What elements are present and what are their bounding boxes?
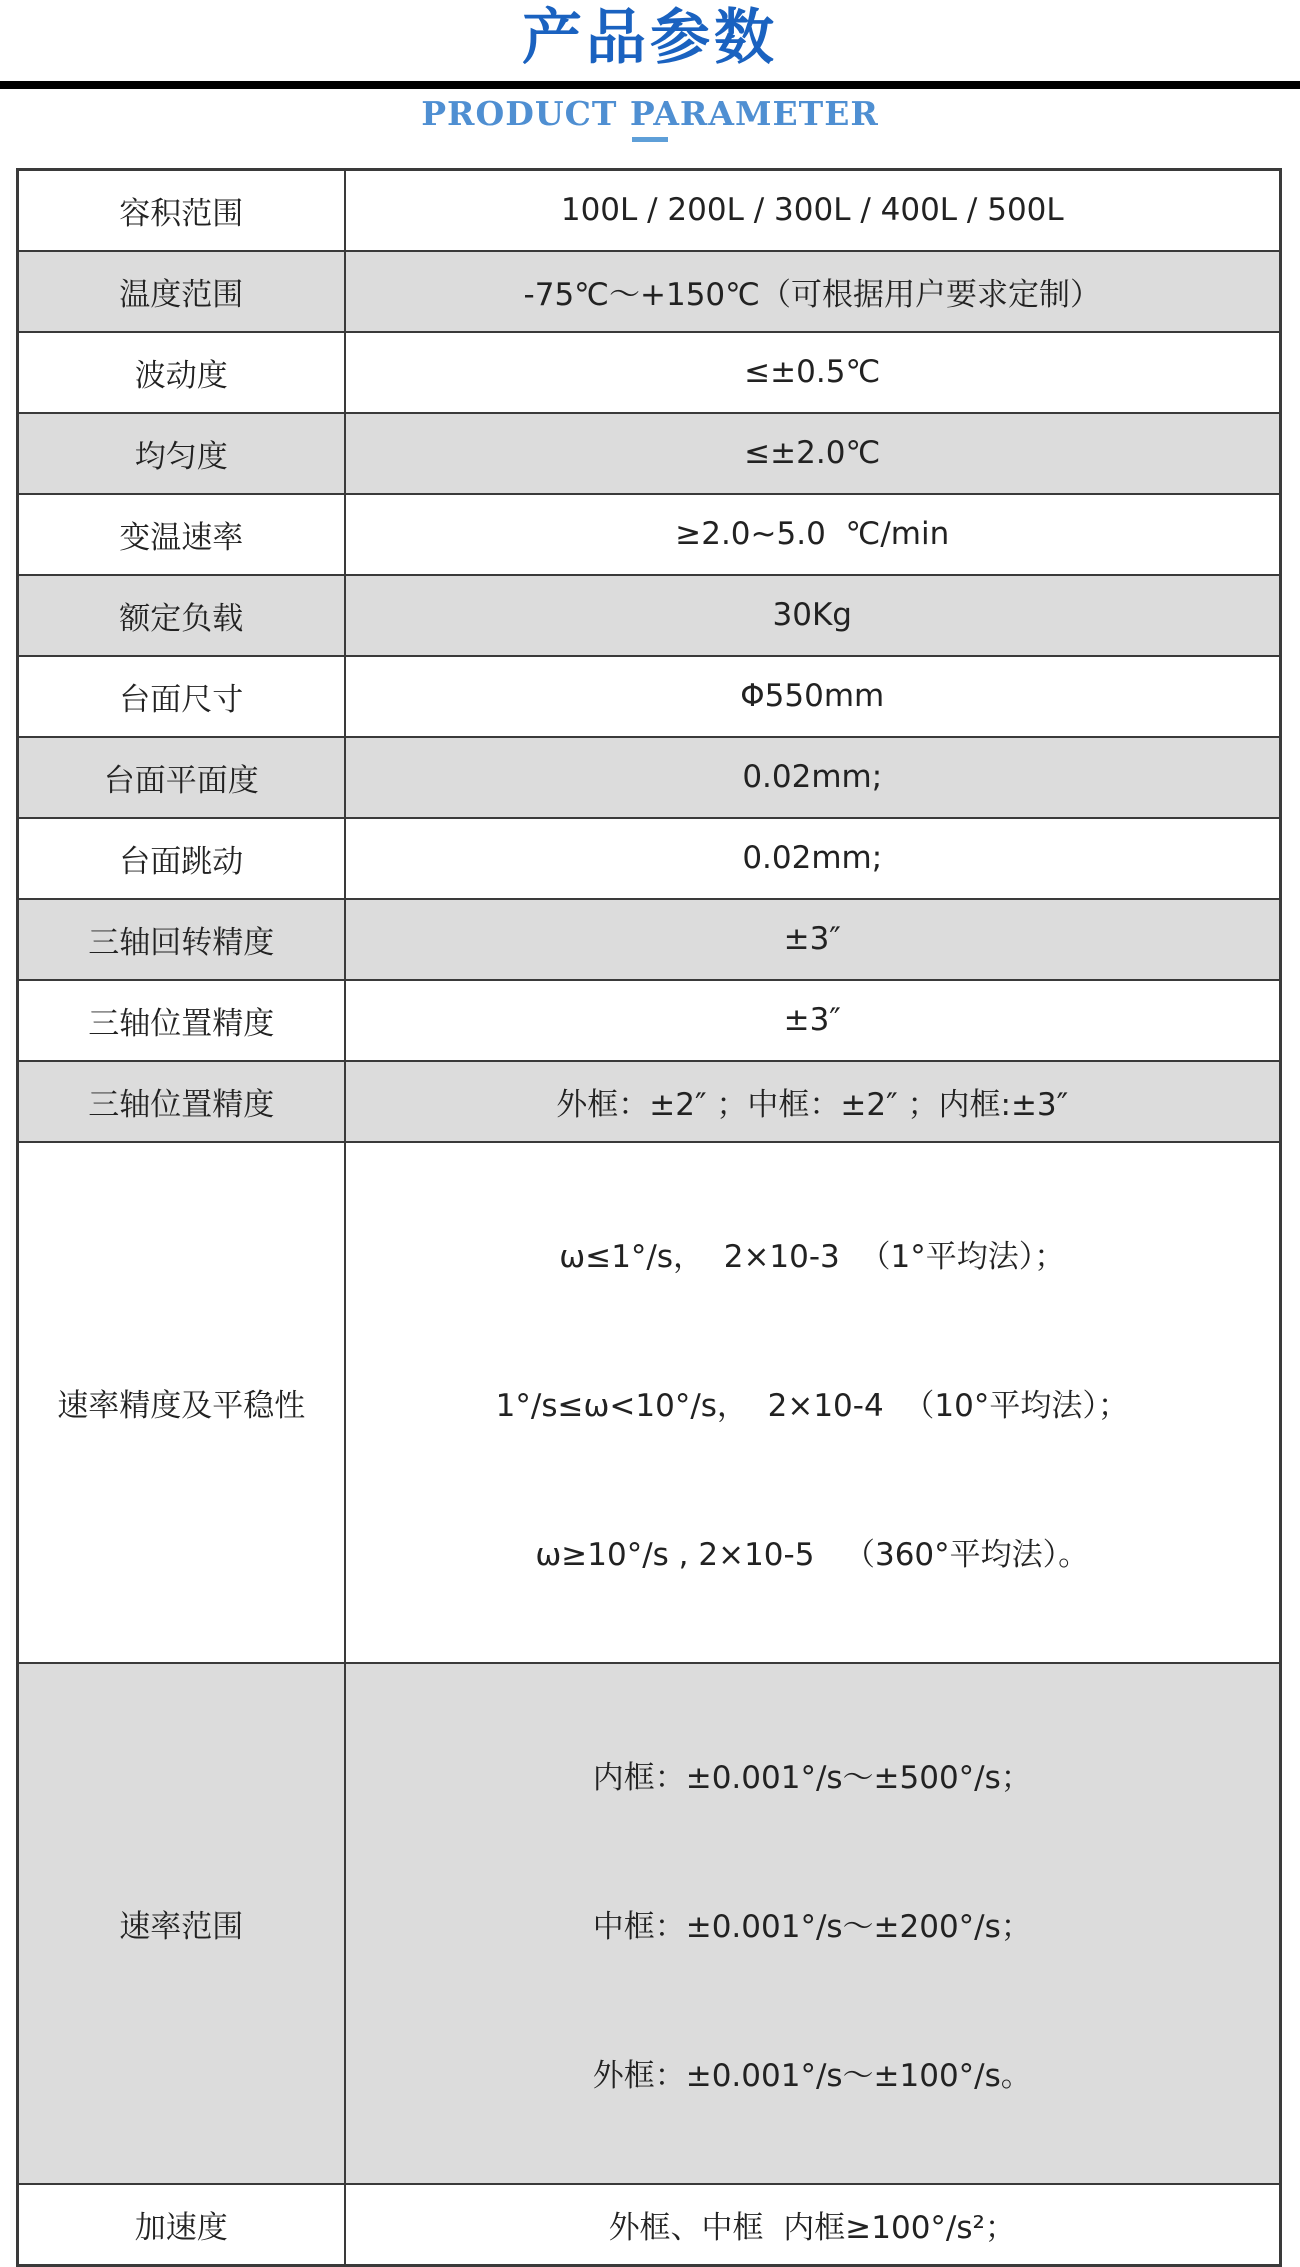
param-value (345, 899, 1281, 980)
page-subtitle: PRODUCT PARAMETER (421, 94, 879, 133)
param-value-line: 中框：±0.001°/s～±200°/s； (592, 1908, 1032, 1945)
table-row-temperature-range (18, 251, 1281, 332)
param-label: 速率范围 (18, 1663, 345, 2184)
param-value-line: 内框：±0.001°/s～±500°/s； (592, 1759, 1032, 1796)
table-row-uniformity (18, 413, 1281, 494)
param-value-line: ω≤1°/s， 2×10-3 （1°平均法）； (559, 1238, 1066, 1275)
table-row-acceleration (18, 2184, 1281, 2266)
param-value (345, 1663, 1281, 2184)
param-value (345, 575, 1281, 656)
param-label: 台面尺寸 (18, 656, 345, 737)
param-value-line: 外框、中框 内框≥100°/s²； (608, 2209, 1016, 2246)
table-row-temp-change-rate (18, 494, 1281, 575)
param-value-line: 外框：±2″ ；中框：±2″ ；内框:±3″ (556, 1086, 1069, 1123)
param-label: 速率精度及平稳性 (18, 1142, 345, 1663)
table-row-triaxial-rotation-accuracy (18, 899, 1281, 980)
table-row-triaxial-position-accuracy-frames (18, 1061, 1281, 1142)
subtitle-underline (632, 137, 668, 142)
param-value-line: 1°/s≤ω<10°/s， 2×10-4 （10°平均法）； (495, 1387, 1129, 1424)
param-value-line: 外框：±0.001°/s～±100°/s。 (592, 2057, 1032, 2094)
param-label: 台面跳动 (18, 818, 345, 899)
param-value-line: 30Kg (772, 597, 852, 633)
table-row-table-runout (18, 818, 1281, 899)
table-row-rate-accuracy-stability (18, 1142, 1281, 1663)
param-label: 三轴回转精度 (18, 899, 345, 980)
param-value (345, 251, 1281, 332)
param-value (345, 170, 1281, 251)
param-value (345, 656, 1281, 737)
param-value-line: 100L / 200L / 300L / 400L / 500L (560, 192, 1064, 229)
title-divider-rule (0, 81, 1300, 89)
param-label: 三轴位置精度 (18, 980, 345, 1061)
param-value-line: ω≥10°/s , 2×10-5 （360°平均法）。 (535, 1536, 1090, 1573)
page-title: 产品参数 (522, 3, 778, 73)
param-value-line: ±3″ (783, 921, 841, 957)
param-value (345, 2184, 1281, 2266)
param-value (345, 737, 1281, 818)
param-value (345, 980, 1281, 1061)
param-label: 三轴位置精度 (18, 1061, 345, 1142)
param-value (345, 818, 1281, 899)
param-label: 台面平面度 (18, 737, 345, 818)
param-label: 波动度 (18, 332, 345, 413)
param-label: 均匀度 (18, 413, 345, 494)
param-label: 额定负载 (18, 575, 345, 656)
param-value-line: ≤±0.5℃ (744, 354, 881, 390)
param-value-line: ≤±2.0℃ (744, 435, 881, 471)
param-label: 变温速率 (18, 494, 345, 575)
param-value (345, 1142, 1281, 1663)
product-parameter-page (0, 3, 1300, 2267)
param-value-line: 0.02mm; (742, 840, 883, 876)
param-value (345, 413, 1281, 494)
param-value (345, 332, 1281, 413)
table-row-rated-load (18, 575, 1281, 656)
table-row-triaxial-position-accuracy (18, 980, 1281, 1061)
param-value (345, 494, 1281, 575)
param-value (345, 1061, 1281, 1142)
product-parameter-table (16, 168, 1282, 2267)
table-row-table-flatness (18, 737, 1281, 818)
param-label: 温度范围 (18, 251, 345, 332)
param-value-line: Φ550mm (740, 678, 885, 714)
param-value-line: -75℃～+150℃（可根据用户要求定制） (523, 276, 1101, 313)
table-row-rate-range (18, 1663, 1281, 2184)
param-table-body (18, 170, 1281, 2266)
table-row-volume-range (18, 170, 1281, 251)
table-row-table-size (18, 656, 1281, 737)
param-value-line: 0.02mm; (742, 759, 883, 795)
param-label: 加速度 (18, 2184, 345, 2266)
table-row-fluctuation (18, 332, 1281, 413)
param-label: 容积范围 (18, 170, 345, 251)
param-value-line: ≥2.0~5.0 ℃/min (675, 516, 950, 552)
param-value-line: ±3″ (783, 1002, 841, 1038)
